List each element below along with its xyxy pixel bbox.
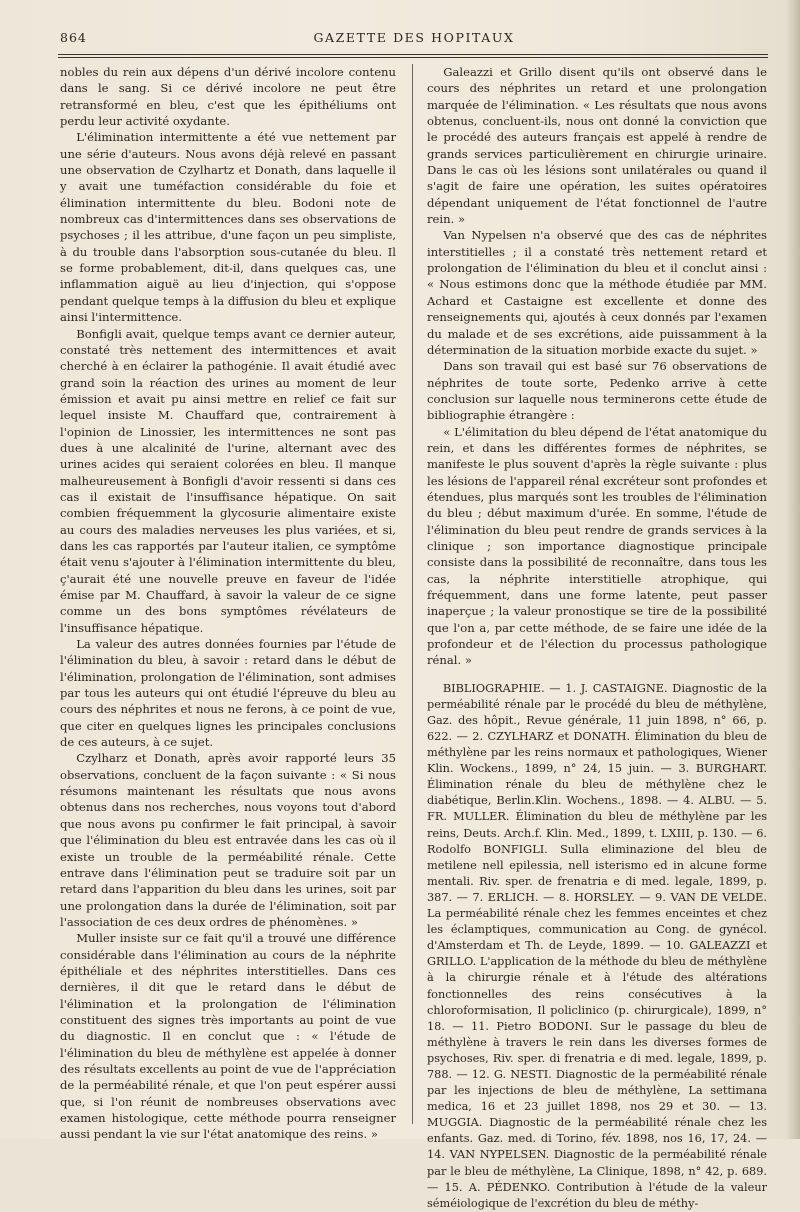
left-column [60, 64, 396, 1142]
header-rule-double [58, 57, 768, 58]
paragraph: nobles du rein aux dépens d'un dérivé incolore contenu dans le sang. Si ce dérivé incolore ne peut être retransformé en bleu, c'est que les épithéliums ont perdu leur activité oxydante. [60, 65, 396, 129]
bibliography: BIBLIOGRAPHIE. — 1. J. CASTAIGNE. Diagnostic de la perméabilité rénale par le procédé du bleu de méthylène, Gaz. des hôpit., Revue générale, 11 juin 1898, n° 66, p. 622. — 2. CZYLHARZ et DONATH. Élimination du bleu de méthylène par les reins normaux et pathologiques, Wiener Klin. Wockens., 1899, n° 24, 15 juin. — 3. BURGHART. Élimination rénale du bleu de méthylène chez le diabétique, Berlin.Klin. Wochens., 1898. — 4. ALBU. — 5. FR. MULLER. Élimination du bleu de méthylène par les reins, Deuts. Arch.f. Klin. Med., 1899, t. LXIII, p. 130. — 6. Rodolfo BONFIGLI. Sulla eliminazione del bleu de metilene nell epilessia, nell isterismo ed in alcune forme mentali. Riv. sper. de frenatria e di med. legale, 1899, p. 387. — 7. ERLICH. — 8. HORSLEY. — 9. VAN DE VELDE. La perméabilité rénale chez les femmes enceintes et chez les éclamptiques, communication au Cong. de gynécol. d'Amsterdam et Th. de Leyde, 1899. — 10. GALEAZZI et GRILLO. L'application de la méthode du bleu de méthylène à la chirurgie rénale et à l'étude des altérations fonctionnelles des reins consécutives à la chloroformisation, Il policlinico (p. chirurgicale), 1899, n° 18. — 11. Pietro BODONI. Sur le passage du bleu de méthylène à travers le rein dans les diverses formes de psychoses, Riv. sper. di frenatria e di med. legale, 1899, p. 788. — 12. G. NESTI. Diagnostic de la perméabilité rénale par les injections de bleu de méthylène, La settimana medica, 16 et 23 juillet 1898, nos 29 et 30. — 13. MUGGIA. Diagnostic de la perméabilité rénale chez les enfants. Gaz. med. di Torino, fév. 1898, nos 16, 17, 24. — 14. VAN NYPELSEN. Diagnostic de la perméabilité rénale par le bleu de méthylène, La Clinique, 1898, n° 42, p. 689. — 15. A. PÉDENKO. Contribution à l'étude de la valeur séméiologique de l'excrétion du bleu de méthy- [427, 681, 767, 1210]
running-title: GAZETTE DES HOPITAUX [313, 30, 515, 45]
page-edge-shadow [786, 0, 800, 1139]
page-header [60, 30, 768, 50]
paragraph: La valeur des autres données fournies par l'étude de l'élimination du bleu, à savoir : retard dans le début de l'élimination, prolongation de l'élimination, sont admises par tous les auteurs qui ont étudié l'épreuve du bleu au cours des néphrites et nous ne ferons, à ce point de vue, que citer en quelques lignes les principales conclusions de ces auteurs, à ce sujet. [60, 637, 396, 750]
page-number: 864 [60, 30, 87, 45]
paragraph: Van Nypelsen n'a observé que des cas de néphrites interstitielles ; il a constaté très nettement retard et prolongation de l'élimination du bleu et il conclut ainsi : « Nous estimons donc que la méthode étudiée par MM. Achard et Castaigne est excellente et donne des renseignements qui, ajoutés à ceux donnés par l'examen du malade et de ses excrétions, aide puissamment à la détermination de la situation morbide exacte du sujet. » [427, 228, 767, 357]
paragraph: L'élimination intermittente a été vue nettement par une série d'auteurs. Nous avons déjà relevé en passant une observation de Czylhartz et Donath, dans laquelle il y avait une tuméfaction considérable du foie et élimination intermittente du bleu. Bodoni note de nombreux cas d'intermittences dans ses observations de psychoses ; il les attribue, d'une façon un peu simpliste, à du trouble dans l'absorption sous-cutanée du bleu. Il se forme probablement, dit-il, dans quelques cas, une inflammation aiguë au lieu d'injection, qui s'oppose pendant quelque temps à la diffusion du bleu et explique ainsi l'intermittence. [60, 130, 396, 325]
paragraph: Bonfigli avait, quelque temps avant ce dernier auteur, constaté très nettement des intermittences et avait cherché à en éclairer la pathogénie. Il avait étudié avec grand soin la réaction des urines au moment de leur émission et avait pu ainsi mettre en relief ce fait sur lequel insiste M. Chauffard que, contrairement à l'opinion de Linossier, les intermittences ne sont pas dues à une alcalinité de l'urine, alternant avec des urines acides qui seraient colorées en bleu. Il manque malheureusement à Bonfigli d'avoir ressenti si dans ces cas il existait de l'insuffisance hépatique. On sait combien fréquemment la glycosurie alimentaire existe au cours des maladies nerveuses les plus variées, et si, dans les cas rapportés par l'auteur italien, ce symptôme était venu s'ajouter à l'élimination intermittente du bleu, ç'aurait été une nouvelle preuve en faveur de l'idée émise par M. Chauffard, à savoir la valeur de ce signe comme un des bons symptômes révélateurs de l'insuffisance hépatique. [60, 326, 396, 635]
paragraph: Galeazzi et Grillo disent qu'ils ont observé dans le cours des néphrites un retard et une prolongation marquée de l'élimination. « Les résultats que nous avons obtenus, concluent-ils, nous ont donné la conviction que le procédé des auteurs français est appelé à rendre de grands services particulièrement en chirurgie urinaire. Dans le cas où les lésions sont unilatérales ou quand il s'agit de faire une opération, les suites opératoires dépendant uniquement de l'état fonctionnel de l'autre rein. » [427, 65, 767, 227]
right-column [427, 64, 767, 1210]
paragraph: Dans son travail qui est basé sur 76 observations de néphrites de toute sorte, Pedenko arrive à cette conclusion sur laquelle nous terminerons cette étude de bibliographie étrangère : [427, 359, 767, 423]
paragraph: Muller insiste sur ce fait qu'il a trouvé une différence considérable dans l'élimination au cours de la néphrite épithéliale et des néphrites interstitielles. Dans ces dernières, il dit que le retard dans le début de l'élimination et la prolongation de l'élimination constituent des signes très importants au point de vue du diagnostic. Il en conclut que : « l'étude de l'élimination du bleu de méthylène est appelée à donner des résultats excellents au point de vue de l'appréciation de la perméabilité rénale, et que l'on peut espérer aussi que, si l'on réunit de nombreuses observations avec examen histologique, cette méthode pourra renseigner aussi pendant la vie sur l'état anatomique des reins. » [60, 931, 396, 1142]
header-rule [58, 54, 768, 55]
paragraph: Czylharz et Donath, après avoir rapporté leurs 35 observations, concluent de la façon suivante : « Si nous résumons maintenant les résultats que nous avons obtenus dans nos recherches, nous voyons tout d'abord que nous avons pu confirmer le fait principal, à savoir que l'élimination du bleu est entravée dans les cas où il existe un trouble de la perméabilité rénale. Cette entrave dans l'élimination peut se traduire soit par un retard dans l'apparition du bleu dans les urines, soit par une prolongation dans la durée de l'élimination, soit par l'association de ces deux ordres de phénomènes. » [60, 751, 396, 929]
paragraph: « L'élimitation du bleu dépend de l'état anatomique du rein, et dans les différentes formes de néphrites, se manifeste le plus souvent d'après la règle suivante : plus les lésions de l'appareil rénal excréteur sont profondes et étendues, plus marqués sont les troubles de l'élimination du bleu ; début maximum d'urée. En somme, l'étude de l'élimination du bleu peut rendre de grands services à la clinique ; son importance diagnostique principale consiste dans la possibilité de reconnaître, dans tous les cas, la néphrite interstitielle atrophique, qui fréquemment, dans une forme latente, peut passer inaperçue ; la valeur pronostique se tire de la possibilité que l'on a, par cette méthode, de se faire une idée de la profondeur et de l'élection du processus pathologique rénal. » [427, 424, 767, 668]
column-divider [412, 64, 413, 1124]
